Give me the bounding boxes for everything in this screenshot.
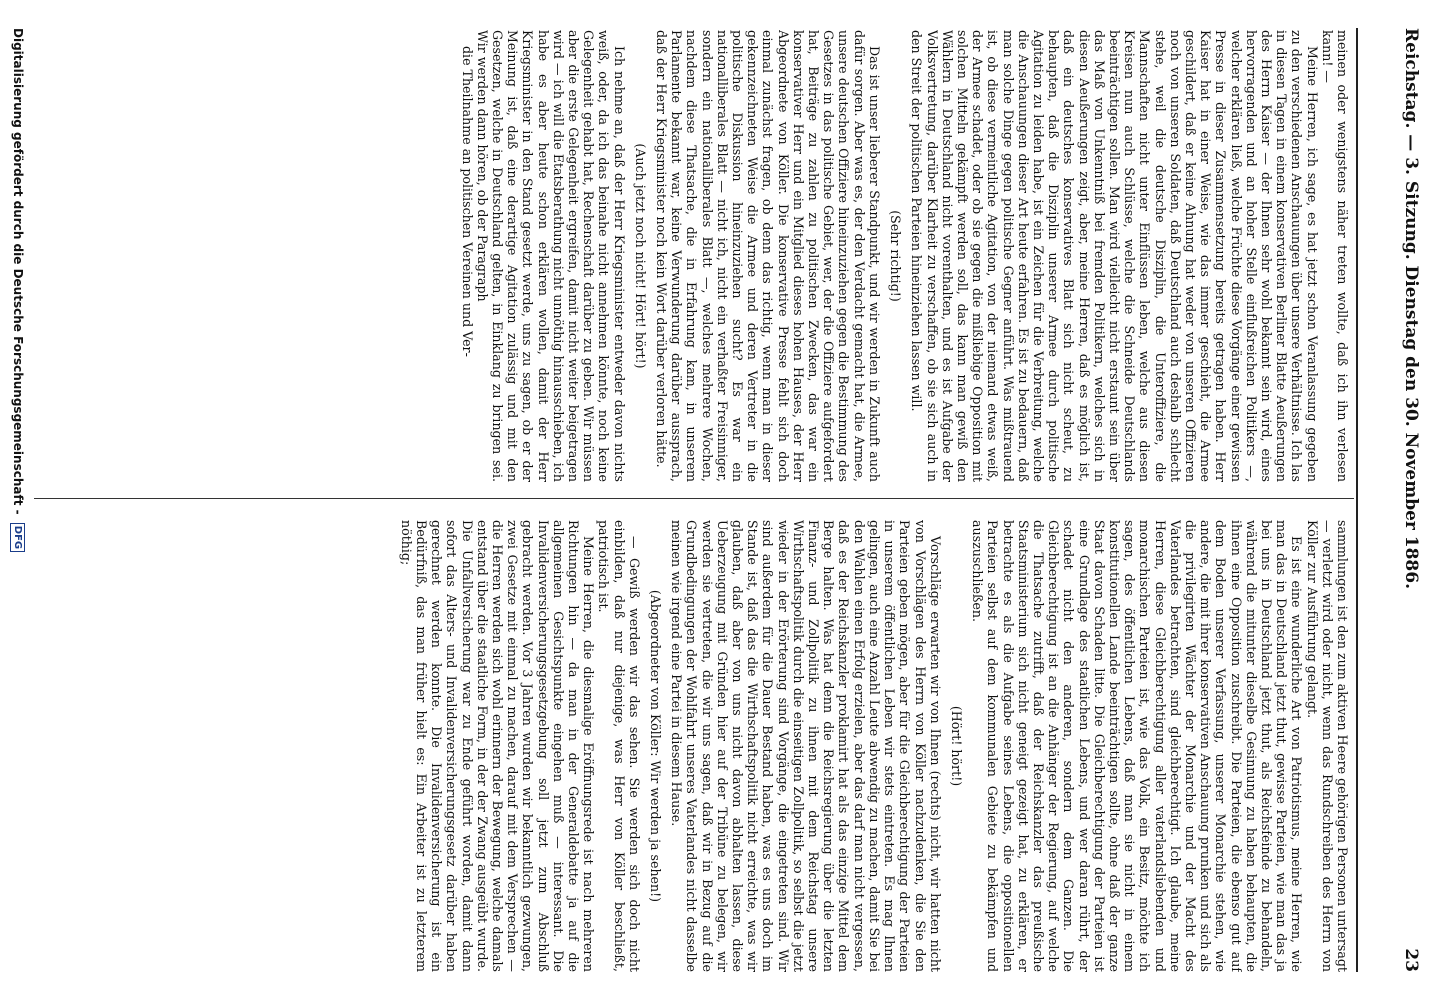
- paragraph: Ich nehme an, daß der Herr Kriegsminister entweder davon nichts weiß, oder, da ich das beinahe nicht annehmen könnte, noch keine Gelegenheit gehabt hat, Rechenschaft darüber zu geben. Wir müssen aber die erste Gelegenheit ergreifen, damit nicht weiter beigetragen wird — ich will die Etatsberathung nicht unnöthig hinausschieben, ich habe es aber heute schon erklären wollen, damit der Herr Kriegsminister in den Stand gesetzt werde, uns zu sagen, ob er der Meinung ist, daß eine derartige Agitation zulässig und mit den Gesetzen, welche in Deutschland gelten, in Einklang zu bringen sei. Wir werden dann hören, ob der Paragraph: [474, 30, 627, 482]
- paragraph: die Theilnahme an politischen Vereinen und Ver-: [459, 46, 475, 357]
- paragraph: sammlungen ist den zum aktiven Heere gehörigen Personen untersagt — verletzt wird oder nicht, wenn das Rundschreiben des Herrn von Köller zur Ausführung gelangt.: [1304, 520, 1350, 972]
- paragraph: Vorschläge erwarten wir von Ihnen (rechts) nicht, wir hatten nicht von Vorschlägen des Herrn von Köller nachzudenken, die Sie den Parteien geben mögen, aber für die Gleichberechtigung der Parteien in unserem öffentlichen Leben wir stets eintreten. Es mag Ihnen gelingen, auch eine Anzahl Leute abwendig zu machen, damit Sie bei den Wahlen einen Erfolg erzielen, aber das darf man nicht vergessen, daß es der Reichskanzler proklamirt hat als das einzige Mittel dem Berge halten. Was hat denn die Reichsregierung über die letzten Finanz- und Zollpolitik zu ihnen mit dem Reichstag unsere Wirthschaftspolitik durch die einseitigen Zollpolitik, so selbst die jetzt wieder in der Erörterung sind Vorgänge, die eingetreten sind. Wir sind außerdem für die Dauer Bestand haben, was es uns doch im Stande ist, daß das die Wirthschaftspolitik nicht erreichte, was wir glauben, daß aber von uns nicht davon abhalten lassen, diese Ueberzeugung mit Gründen hier auf der Tribüne zu belegen, wir werden sie vertreten, die wir uns sagen, daß wir in Bezug auf die Grundbedingungen der Wohlfahrt unseres Vaterlandes nicht dasselbe meinen wie irgend eine Partei in diesem Hause.: [669, 520, 943, 972]
- right-column: [40, 520, 1350, 972]
- paragraph: Meine Herren, die diesmalige Eröffnungsrede ist nach mehreren Richtungen hin — da man in der Generaldebatte ja auf die allgemeinen Gesichtspunkte eingehen muß — interessant. Die Invalidenversicherungsgesetzgebung soll jetzt zum Abschluß gebracht werden. Vor 3 Jahren wurden wir bekanntlich gezwungen, zwei Gesetze mit einmal zu machen, darauf mit dem Versprechen — die Herren werden sich wohl erinnern der Bewegung, welche damals entstand über die staatliche Form, in der der Zwang ausgeübt wurde. Die Unfallversicherung war zu Ende geführt worden, damit dann sofort das Alters- und Invalidenversicherungsgesetz darüber haben gerechnet werden konnte. Die Invalidenversicherung ist ein Bedürfniß, das man früher hielt es: Ein Arbeiter ist zu letzterem nöthig;: [398, 520, 597, 972]
- column-separator: [34, 498, 1354, 499]
- digitization-credit: [8, 28, 28, 972]
- interjection: (Auch jetzt noch nicht! Hört! hört!): [632, 143, 648, 369]
- dfg-logo: DFG: [10, 523, 25, 552]
- page-number: 23: [1401, 948, 1421, 972]
- credit-text: Digitalisierung gefördert durch die Deutsche Forschungsgemeinschaft -: [11, 28, 25, 515]
- interjection: (Abgeordneter von Köller: Wir werden ja sehen!): [648, 589, 664, 903]
- interjection: (Sehr richtig!): [888, 210, 904, 302]
- running-head: Reichstag. — 3. Sitzung. Dienstag den 30. November 1886.: [1401, 28, 1421, 590]
- left-column: [40, 30, 1350, 482]
- header-rule: [1356, 28, 1358, 972]
- paragraph: Es ist eine wunderliche Art von Patriotismus, meine Herren, wie man das in Deutschland jetzt thut, gewisse Parteien, wie man das ja bei uns in Deutschland jetzt thut, als Reichsfeinde zu behandeln, während die mitunter dieselbe Gesinnung zu haben behaupten, die ihnen eine Opposition zuschreibt. Die Parteien, die ebenso gut auf dem Boden unserer Verfassung, unserer Monarchie stehen, wie andere, die mit ihrer konservativen Anschauung prunken und sich als die privilegirten Wächter der Monarchie und der Macht des Vaterlandes betrachten, sind gleichberechtigt. Ich glaube, meine Herren, diese Gleichberechtigung aller vaterlandsliebenden und monarchischen Parteien ist, wie das Volk, ein Besitz, möchte ich sagen, des öffentlichen Lebens, daß man sie nicht in einem konstitutionellen Lande beeinträchtigen sollte, ohne daß der ganze Staat davon Schaden litte. Die Gleichberechtigung der Parteien ist eine Grundlage des staatlichen Lebens, und wer daran rührt, der schadet nicht den anderen, sondern dem Ganzen. Die Gleichberechtigung ist an die Anhänger der Regierung, auf welche die Thatsache zutrifft, daß der Reichskanzler das preußische Staatsministerium sich nicht geneigt gezeigt hat, zu erklären, er betrachte es als die Aufgabe seines Lebens, die oppositionellen Parteien selbst auf dem kommunalen Gebiete zu bekämpfen und auszuschließen.: [970, 520, 1305, 972]
- interjection: (Hört! hört!): [948, 705, 964, 787]
- paragraph: — Gewiß werden wir das sehen. Sie werden sich doch nicht einbilden, daß nur diejenige, was Herr von Köller beschließt, patriotisch ist.: [596, 520, 642, 972]
- paragraph: meinen oder wenigstens näher treten wollte, daß ich ihn verlesen kann! —: [1319, 30, 1350, 482]
- paragraph: Meine Herren, ich sage, es hat jetzt schon Veranlassung gegeben zu den verschiedenen Anschauungen über unsere Verhältnisse. Ich las in diesen Tagen in einem konservativen Berliner Blatte Aeußerungen des Herrn Kaiser — der Ihnen sehr wohl bekannt sein wird, eines hervorragenden und an hoher Stelle einflußreichen Politikers —, welcher erklären ließ, welche Früchte diese Vorgänge einer gewissen Presse in dieser Zusammensetzung bereits getragen haben. Herr Kaiser hat in einer Weise, wie das immer geschieht, die Armee geschildert, daß er keine Ahnung hat weder von unseren Offizieren noch von unseren Soldaten, daß Deutschland auch deshalb schlecht stehe, weil die deutsche Disziplin, die Unteroffiziere, die Mannschaften nicht unter Einflüssen leben, welche aus diesen Kreisen nun auch Schlüsse, welche die Schneide Deutschlands beeinträchtigen sollen. Man wird vielleicht nicht erstaunt sein über das Maß von Unkenntniß bei fremden Politikern, welches sich in diesen Aeußerungen zeigt, aber, meine Herren, daß es möglich ist, daß ein deutsches konservatives Blatt sich nicht scheut, zu behaupten, daß die Disziplin unserer Armee durch politische Agitation zu leiden habe, ist ein Zeichen für die Verbreitung, welche die Anschauungen dieser Art heute erfahren. Es ist zu bedauern, daß man solche Dinge gegen politische Gegner anführt. Was mißtrauend ist, ob diese vermeintliche Agitation, von der niemand etwas weiß, der Armee schadet, oder ob sie gegen die mißliebige Opposition mit solchen Mitteln gekämpft werden soll, das kann man gewiß den Wählern in Deutschland nicht vorenthalten, und es ist Aufgabe der Volksvertretung, darüber Klarheit zu verschaffen, ob sie sich auch in den Streit der politischen Parteien hineinziehen lassen will.: [909, 30, 1320, 482]
- page-header: [1396, 28, 1426, 972]
- paragraph: Das ist unser lieberer Standpunkt, und wir werden in Zukunft auch dafür sorgen. Aber was es, der den Verdacht gemacht hat, die Armee, unsere deutschen Offiziere hineinzuziehen gegen die Bestimmung des Gesetzes in das politische Gebiet, wer, der die Offiziere aufgefordert hat, Beiträge zu zahlen zu politischen Zwecken, das war ein konservativer Herr und ein Mitglied dieses hohen Hauses, der Herr Abgeordnete von Köller. Die konservative Presse fehlt sich doch einmal zunächst fragen, ob denn das richtig, wenn man in dieser gekennzeichneten Weise die Armee und deren Vertreter in die politische Diskussion hineinzuziehen sucht? Es war ein nationalliberales Blatt — nicht ich, nicht ein verhaßter Freisinniger, sondern ein nationalliberales Blatt —, welches mehrere Wochen, nachdem diese Thatsache, die in Erfahrung kam, in unserem Parlamente bekannt war, keine Verwunderung darüber aussprach, daß der Herr Kriegsminister noch kein Wort darüber verloren hätte.: [654, 30, 882, 482]
